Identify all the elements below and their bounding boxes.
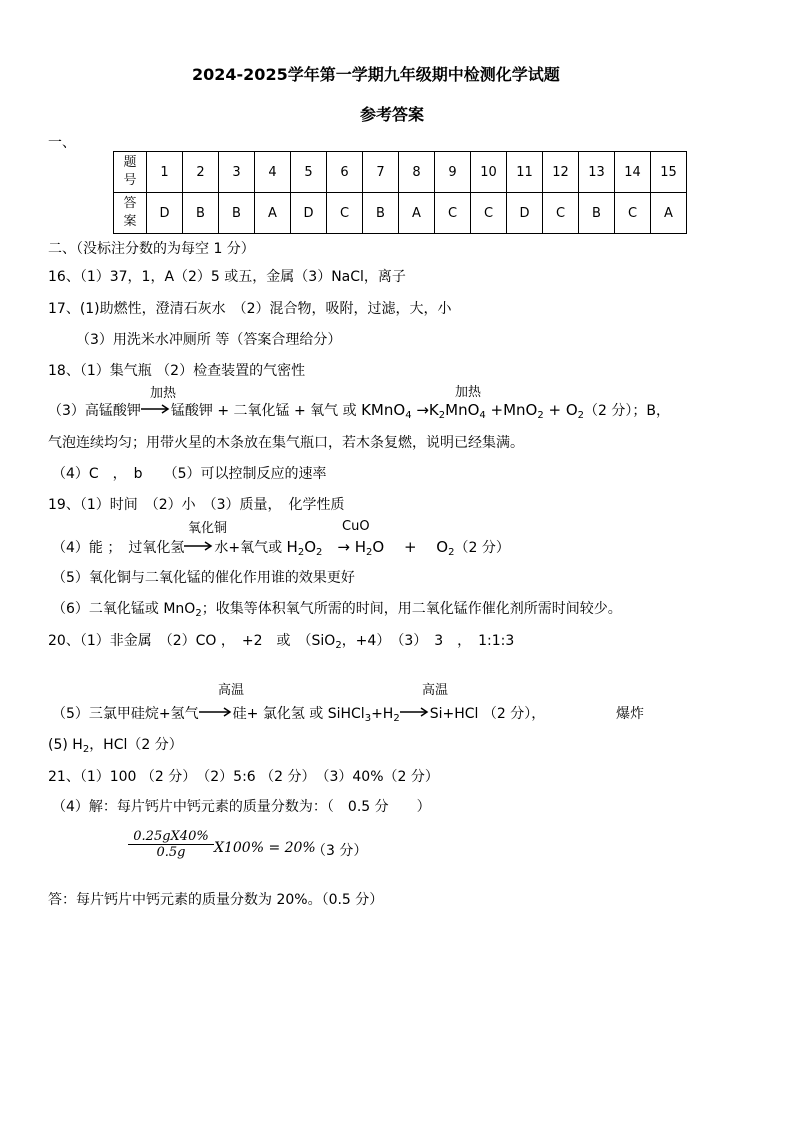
question-number: 11 bbox=[507, 152, 543, 193]
question-number: 15 bbox=[651, 152, 687, 193]
q21-answer: 答：每片钙片中钙元素的质量分数为 20%。（0.5 分） bbox=[48, 892, 384, 908]
answer-cell: C bbox=[543, 193, 579, 234]
answer-cell: C bbox=[615, 193, 651, 234]
q18-line3: （3）高锰酸钾 锰酸钾 + 二氧化锰 + 氧气 或 KMnO$_4$ $\to K_2MnO_4 +MnO_2 + O_2(2$ 分）；B， bbox=[48, 401, 670, 421]
q20-line1: 20、（1）非金属 （2）CO ， +2 或 （SiO$_2$，+4） （3） 3 ， 1:1:3 bbox=[48, 633, 515, 651]
question-number: 5 bbox=[291, 152, 327, 193]
answer-cell: A bbox=[255, 193, 291, 234]
section1-label: 一、 bbox=[48, 135, 76, 151]
q20-line6: (5) $H_2$，HCl（2 分） bbox=[48, 737, 183, 755]
page-subtitle: 参考答案 bbox=[360, 105, 425, 124]
answer-cell: D bbox=[291, 193, 327, 234]
answer-cell: C bbox=[471, 193, 507, 234]
q19-line4: （4）能 ； 过氧化氢 水+氧气或 $H_2O_2$ → $H_2O$ + $O_2(2$ 分） bbox=[52, 538, 510, 558]
q20-heat-label-2: 高温 bbox=[422, 683, 449, 698]
question-number: 2 bbox=[183, 152, 219, 193]
answer-cell: B bbox=[183, 193, 219, 234]
question-number: 1 bbox=[147, 152, 183, 193]
q21-fraction bbox=[128, 829, 214, 860]
answer-cell: C bbox=[327, 193, 363, 234]
question-number: 13 bbox=[579, 152, 615, 193]
answer-cell: A bbox=[651, 193, 687, 234]
q19-line5: （5）氧化铜与二氧化锰的催化作用谁的效果更好 bbox=[52, 570, 355, 586]
q19-line6: （6）二氧化锰或 MnO$_2$；收集等体积氧气所需的时间，用二氧化锰作催化剂所需时间较少。 bbox=[52, 601, 622, 619]
question-number: 7 bbox=[363, 152, 399, 193]
kmno4-equation: KMnO$_4$ $\to K_2MnO_4 +MnO_2 + O_2$ bbox=[361, 401, 585, 421]
q17-line2: （3）用洗米水冲厕所 等（答案合理给分） bbox=[76, 332, 342, 348]
question-number: 9 bbox=[435, 152, 471, 193]
arrow-icon bbox=[400, 706, 430, 722]
table-header-number: 题 号 bbox=[114, 152, 147, 193]
q18-heat-label-1: 加热 bbox=[150, 386, 177, 401]
h2o2-equation: $H_2O_2$ → $H_2O$ + $O_2$ bbox=[286, 538, 455, 558]
fraction-denominator: 0.5g bbox=[156, 845, 186, 860]
q19-catalyst-label-1: 氧化铜 bbox=[188, 521, 228, 536]
answer-table bbox=[113, 151, 687, 234]
answer-cell: C bbox=[435, 193, 471, 234]
q21-line1: 21、（1）100 （2 分） （2）5:6 （2 分） （3）40%（2 分） bbox=[48, 769, 439, 785]
q17-line1: 17、(1)助燃性，澄清石灰水 （2）混合物，吸附，过滤，大，小 bbox=[48, 301, 452, 317]
question-number: 14 bbox=[615, 152, 651, 193]
fraction-numerator: 0.25gX40% bbox=[128, 829, 214, 845]
q20-line5: （5）三氯甲硅烷+氢气 硅+ 氯化氢 或 $SiHCl_3+H_2$ Si+HCl （2 分）， bbox=[52, 706, 546, 724]
answer-cell: D bbox=[507, 193, 543, 234]
q16-text: 16、（1）37，1，A（2）5 或五，金属（3）NaCl，离子 bbox=[48, 269, 406, 285]
q18-line3-cont: 气泡连续均匀；用带火星的木条放在集气瓶口，若木条复燃，说明已经集满。 bbox=[48, 435, 524, 451]
table-row bbox=[114, 152, 687, 193]
arrow-icon bbox=[141, 403, 171, 419]
question-number: 4 bbox=[255, 152, 291, 193]
section2-label: 二、（没标注分数的为每空 1 分） bbox=[48, 241, 255, 257]
q20-heat-label-1: 高温 bbox=[218, 683, 245, 698]
q21-line4: （4）解：每片钙片中钙元素的质量分数为：（ 0.5 分 ） bbox=[52, 799, 431, 815]
table-header-answer: 答 案 bbox=[114, 193, 147, 234]
answer-cell: D bbox=[147, 193, 183, 234]
q19-catalyst-label-2: CuO bbox=[342, 519, 370, 534]
q18-heat-label-2: 加热 bbox=[455, 385, 482, 400]
question-number: 10 bbox=[471, 152, 507, 193]
answer-cell: B bbox=[219, 193, 255, 234]
q18-line1: 18、（1）集气瓶 （2）检查装置的气密性 bbox=[48, 363, 306, 379]
q21-formula-score: （3 分） bbox=[312, 843, 368, 859]
answer-cell: A bbox=[399, 193, 435, 234]
q20-line5-explosion: 爆炸 bbox=[616, 706, 644, 722]
page-title: 2024-2025学年第一学期九年级期中检测化学试题 bbox=[192, 65, 560, 84]
q21-formula-rest: X100% = 20% bbox=[214, 840, 316, 856]
table-row bbox=[114, 193, 687, 234]
q19-line1: 19、（1）时间 （2）小 （3）质量， 化学性质 bbox=[48, 497, 345, 513]
question-number: 8 bbox=[399, 152, 435, 193]
question-number: 6 bbox=[327, 152, 363, 193]
answer-cell: B bbox=[363, 193, 399, 234]
q18-line4: （4）C ， b （5）可以控制反应的速率 bbox=[52, 466, 327, 482]
answer-cell: B bbox=[579, 193, 615, 234]
question-number: 3 bbox=[219, 152, 255, 193]
question-number: 12 bbox=[543, 152, 579, 193]
arrow-icon bbox=[184, 540, 214, 556]
arrow-icon bbox=[199, 706, 233, 722]
